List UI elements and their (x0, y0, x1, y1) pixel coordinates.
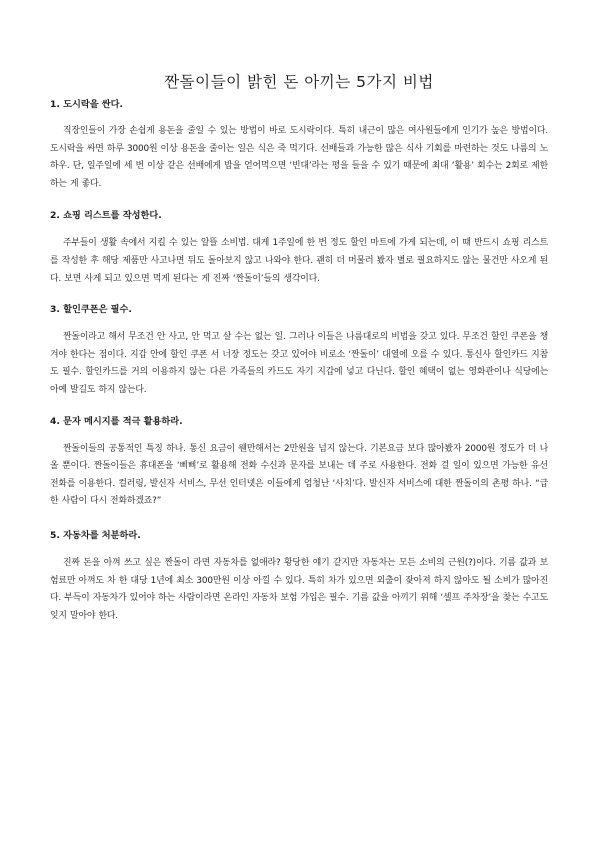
section-heading: 3. 할인쿠폰은 필수. (50, 304, 132, 316)
section-text-messages (50, 415, 548, 511)
section-body: 주부들이 생활 속에서 지킬 수 있는 알뜰 소비법. 대게 1주일에 한 번 정도 할인 마트에 가게 되는데, 이 때 반드시 쇼핑 리스트를 작성한 후 해당 제품만 사고나면 뒤도 돌아보지 않고 나와야 한다. 괜히 더 머물러 봤자 별로 필요하지도 않는 물건만 사오게 된다. 보면 사게 되고 있으면 먹게 된다는 게 진짜 ‘짠돌이’들의 생각이다. (50, 238, 548, 284)
section-heading: 2. 쇼핑 리스트를 작성한다. (50, 210, 162, 222)
section-lunchbox (50, 98, 548, 193)
document-title: 짠돌이들이 밝힌 돈 아끼는 5가지 비법 (164, 73, 434, 91)
section-body: 진짜 돈을 아껴 쓰고 싶은 짠돌이 라면 자동차를 없애라? 황당한 얘기 같지만 자동차는 모든 소비의 근원(?)이다. 기름 값과 보험료만 아껴도 차 한 대당 1년에 최소 300만원 이상 아낄 수 있다. 특히 차가 있으면 외출이 잦아져 하지 않아도 될 소비가 많아진다. 부득이 자동차가 있어야 하는 사람이라면 온라인 자동차 보험 가입은 필수. 기름 값을 아끼기 위해 ‘셀프 주차장’을 찾는 수고도 잊지 말아야 한다. (50, 557, 548, 621)
section-body: 짠돌이들의 공통적인 특징 하나. 통신 요금이 웬만해서는 2만원을 넘지 않는다. 기본요금 보다 많아봤자 2000원 정도가 더 나올 뿐이다. 짠돌이들은 휴대폰을 ‘삐삐’로 활용해 전화 수신과 문자를 보내는 데 주로 사용한다. 전화 걸 일이 있으면 가능한 유선 전화를 이용한다. 컬러링, 발신자 서비스, 무선 인터넷은 이들에게 엄청난 ‘사치’다. 발신자 서비스에 대한 짠돌이의 촌평 하나. “급한 사람이 다시 전화하겠죠?” (50, 443, 548, 507)
section-body: 직장인들이 가장 손쉽게 용돈을 줄일 수 있는 방법이 바로 도시락이다. 특히 내근이 많은 여사원들에게 인기가 높은 방법이다. 도시락을 싸면 하루 3000원 이상 용돈을 줄이는 일은 식은 죽 먹기다. 선배들과 가능한 많은 식사 기회를 마련하는 것도 나름의 노하우. 단, 일주일에 세 번 이상 같은 선배에게 밥을 얻어먹으면 ‘빈대’라는 평을 들을 수 있기 때문에 최대 ‘활용’ 회수는 2회로 제한하는 게 좋다. (50, 126, 548, 189)
section-shopping-list (50, 209, 548, 288)
section-heading: 4. 문자 메시지를 적극 활용하라. (50, 415, 183, 427)
section-car (50, 529, 548, 625)
section-heading: 5. 자동차를 처분하라. (50, 529, 141, 541)
section-body: 짠돌이라고 해서 무조건 안 사고, 안 먹고 살 수는 없는 일. 그러나 이들은 나름대로의 비법을 갖고 있다. 무조건 할인 쿠폰을 챙겨야 한다는 점이다. 지갑 안에 할인 쿠폰 서 너장 정도는 갖고 있어야 비로소 ‘짠돌이’ 대열에 오를 수 있다. 통신사 할인카드 지참도 필수. 할인카드를 거의 이용하지 않는 다른 가족들의 카드도 자기 지갑에 넣고 다닌다. 할인 혜택이 없는 영화관이나 식당에는 아예 발길도 하지 않는다. (50, 332, 548, 395)
document-page (50, 72, 548, 625)
section-heading: 1. 도시락을 싼다. (50, 99, 124, 110)
section-coupons (50, 303, 548, 399)
